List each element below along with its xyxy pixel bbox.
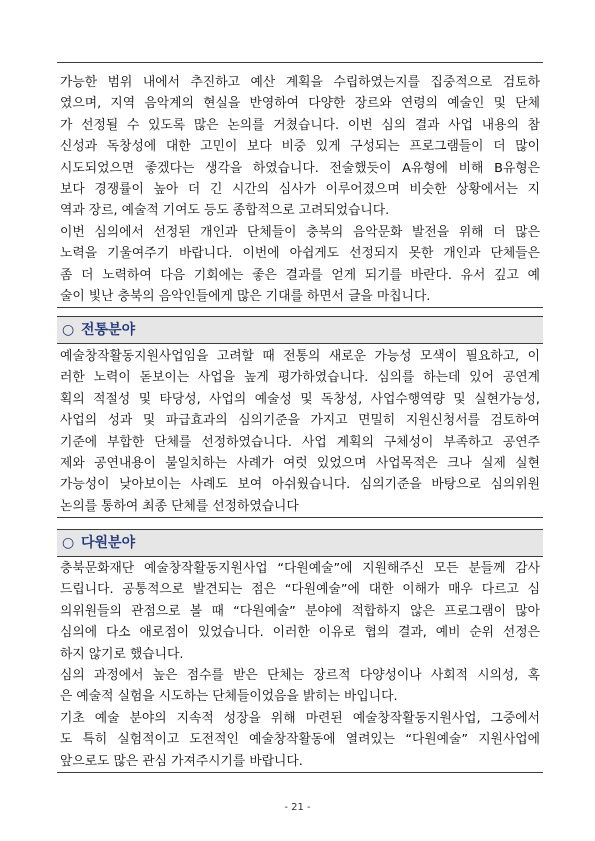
paragraph [60,72,540,222]
heading-bullet: ○ [62,535,75,551]
text-line: 시도되었으면 좋겠다는 생각을 하였습니다. 전술했듯이 A유형에 비해 B유형은 [60,160,540,176]
text-line: 심의 과정에서 높은 점수를 받은 단체는 장르적 다양성이나 사회적 시의성, 혹 [60,667,540,683]
text-line: 가능성이 낮아보이는 사례도 보여 아쉬웠습니다. 심의기준을 바탕으로 심의위원 [60,477,540,493]
text-line: 하지 않기로 했습니다. [60,646,184,662]
intro-text-block [57,62,543,308]
text-line: 충북문화재단 예술창작활동지원사업 “다원예술”에 지원해주신 모든 분들께 감사 [60,561,540,576]
text-line: 획의 적절성 및 타당성, 사업의 예술성 및 독창성, 사업수행역량 및 실현가능성, [60,391,540,407]
text-line: 기준에 부합한 단체를 선정하였습니다. 사업 계획의 구체성이 부족하고 공연주 [60,434,540,450]
paragraph [60,346,540,517]
text-line: 기초 예술 분야의 지속적 성장을 위해 마련된 예술창작활동지원사업, 그중에서 [60,710,540,726]
text-line: 논의를 통하여 최종 단체를 선정하였습니다 [60,498,299,514]
text-line: 예술창작활동지원사업임을 고려할 때 전통의 새로운 가능성 모색이 필요하고, 이 [60,349,540,364]
text-line: 사업의 성과 및 파급효과의 심의기준을 가지고 면밀히 지원신청서를 검토하여 [60,413,540,429]
heading-bullet: ○ [62,322,75,338]
text-line: 가능한 범위 내에서 추진하고 예산 계획을 수립하였는지를 집중적으로 검토하 [60,75,540,90]
text-line: 이번 심의에서 선정된 개인과 단체들이 충북의 음악문화 발전을 위해 더 많은 [60,224,540,240]
paragraph [60,665,540,708]
section-heading-title: 전통분야 [81,322,136,338]
text-line: 심의에 다소 애로점이 있었습니다. 이러한 이유로 협의 결과, 예비 순위 선정은 [60,625,540,641]
text-line: 술이 빛난 충북의 음악인들에게 많은 기대를 하면서 글을 마칩니다. [60,288,431,304]
text-line: 의위원들의 관점으로 볼 때 “다원예술” 분야에 적합하지 않은 프로그램이 많아 [60,603,540,619]
section-body-multidisciplinary [57,557,543,773]
text-line: 은 예술적 실험을 시도하는 단체들이었음을 밝히는 바입니다. [60,689,398,705]
text-line: 드립니다. 공통적으로 발견되는 점은 “다원예술”에 대한 이해가 매우 다르고 심 [60,582,540,598]
section-body-traditional [57,344,543,518]
text-line: 역과 장르, 예술적 기여도 등도 종합적으로 고려되었습니다. [60,203,390,219]
paragraph [60,222,540,308]
text-line: 신성과 독창성에 대한 고민이 보다 비중 있게 구성되는 프로그램들이 더 많이 [60,139,540,155]
text-line: 도 특히 실험적이고 도전적인 예술창작활동에 열려있는 “다원예술” 지원사업에 [60,732,540,748]
text-line: 러한 노력이 돋보이는 사업을 높게 평가하였습니다. 심의를 하는데 있어 공연계 [60,370,540,386]
section-heading-traditional [57,316,543,344]
paragraph [60,558,540,665]
section-heading-multidisciplinary [57,529,543,557]
text-line: 앞으로도 많은 관심 가져주시기를 바랍니다. [60,753,303,769]
text-line: 제와 공연내용이 불일치하는 사례가 여럿 있었으며 사업목적은 크나 실제 실현 [60,455,540,471]
section-heading-title: 다원분야 [81,535,136,551]
text-line: 가 선정될 수 있도록 많은 논의를 거쳤습니다. 이번 심의 결과 사업 내용의 참 [60,117,540,133]
text-line: 좀 더 노력하여 다음 기회에는 좋은 결과를 얻게 되기를 바란다. 유서 깊고 예 [60,267,540,283]
page-number: - 21 - [284,802,311,813]
text-line: 였으며, 지역 음악계의 현실을 반영하여 다양한 장르와 연령의 예술인 및 단체 [60,96,540,112]
text-line: 보다 경쟁률이 높아 더 긴 시간의 심사가 이루어졌으며 비슷한 상황에서는 지 [60,181,540,197]
paragraph [60,708,540,772]
text-line: 노력을 기울여주기 바랍니다. 이번에 아쉽게도 선정되지 못한 개인과 단체들은 [60,246,540,262]
